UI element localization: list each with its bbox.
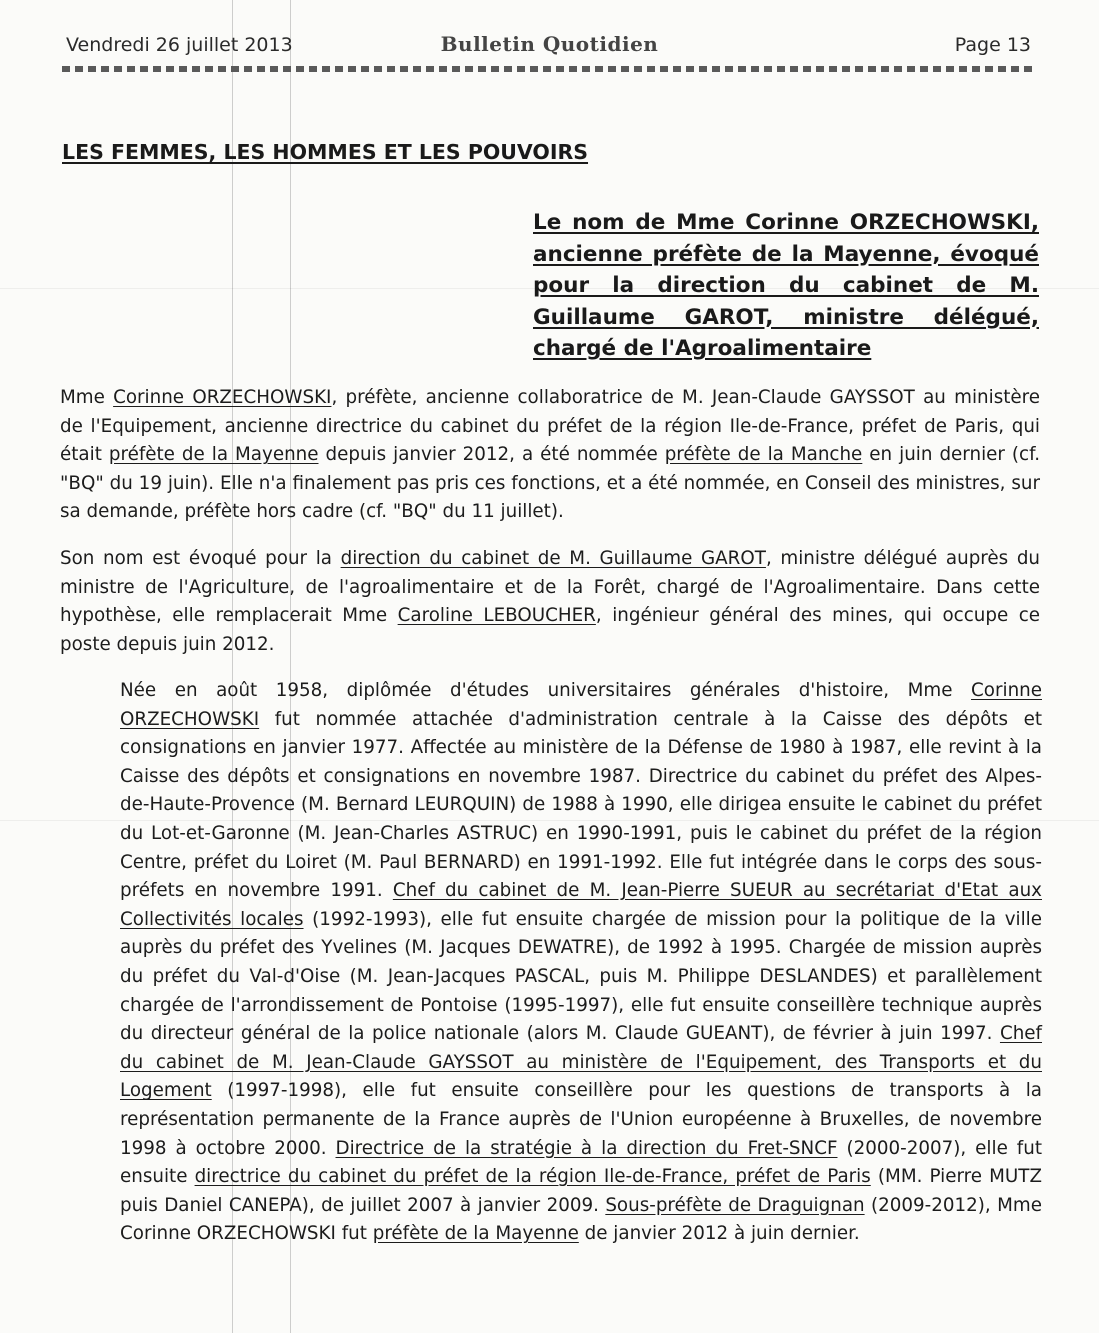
article-paragraph-1 <box>60 384 1040 527</box>
underlined-text: préfète de la Mayenne <box>372 1223 579 1245</box>
article-headline: Le nom de Mme Corinne ORZECHOWSKI, ancienne préfète de la Mayenne, évoqué pour la direction du cabinet de M. Guillaume GAROT, ministre délégué, chargé de l'Agroalimentaire <box>533 210 1039 361</box>
underlined-text: Sous-préfète de Draguignan <box>605 1194 865 1216</box>
underlined-text: Corinne ORZECHOWSKI <box>120 680 1042 730</box>
text-run: , ministre délégué auprès du ministre de l'Agriculture, de l'agroalimentaire et de la Forêt, chargé de l'Agroalimentaire. Dans cette hypothèse, elle remplacerait Mme <box>60 548 1041 627</box>
text-run: de janvier 2012 à juin dernier. <box>578 1223 860 1245</box>
text-run: (2000-2007), elle fut ensuite <box>120 1137 1042 1188</box>
underlined-text: Directrice de la stratégie à la direction du Fret-SNCF <box>335 1137 838 1159</box>
header-dashed-rule <box>62 66 1037 72</box>
header-date: Vendredi 26 juillet 2013 <box>66 34 293 56</box>
section-title: LES FEMMES, LES HOMMES ET LES POUVOIRS <box>62 140 589 164</box>
underlined-text: Chef du cabinet de M. Jean-Claude GAYSSOT au ministère de l'Equipement, des Transports et du Logement <box>120 1023 1042 1102</box>
underlined-text: préfète de la Mayenne <box>108 444 319 466</box>
text-run: Née en août 1958, diplômée d'études universitaires générales d'histoire, Mme <box>120 680 972 701</box>
article-paragraph-3-biography <box>120 677 1042 1249</box>
underlined-text: directrice du cabinet du préfet de la région Ile-de-France, préfet de Paris <box>194 1166 871 1188</box>
underlined-text: Corinne ORZECHOWSKI <box>113 387 332 408</box>
text-run: , préfète, ancienne collaboratrice de M. Jean-Claude GAYSSOT au ministère de l'Equipement, ancienne directrice du cabinet du préfet de la région Ile-de-France, préfet de Paris, qui était <box>60 387 1041 466</box>
publication-title: Bulletin Quotidien <box>440 32 659 56</box>
page-number: Page 13 <box>954 34 1031 56</box>
text-run: en juin dernier (cf. "BQ" du 19 juin). Elle n'a finalement pas pris ces fonctions, et a été nommée, en Conseil des ministres, sur sa demande, préfète hors cadre (cf. "BQ" du 11 juillet). <box>60 444 1041 523</box>
underlined-text: direction du cabinet de M. Guillaume GAROT <box>340 548 766 569</box>
text-run: (MM. Pierre MUTZ puis Daniel CANEPA), de juillet 2007 à janvier 2009. <box>120 1166 1042 1216</box>
text-run: , ingénieur général des mines, qui occupe ce poste depuis juin 2012. <box>60 605 1041 655</box>
underlined-text: Chef du cabinet de M. Jean-Pierre SUEUR au secrétariat d'Etat aux Collectivités locales <box>120 880 1042 930</box>
text-run: Mme <box>60 387 114 408</box>
page-header <box>62 30 1037 62</box>
underlined-text: préfète de la Manche <box>664 444 863 466</box>
text-run: depuis janvier 2012, a été nommée <box>318 444 665 466</box>
text-run: fut nommée attachée d'administration centrale à la Caisse des dépôts et consignations en janvier 1977. Affectée au ministère de la Défense de 1980 à 1987, elle revint à la Caisse des dépôts et consignations en novembre 1987. Directrice du cabinet du préfet des Alpes-de-Haute-Provence (M. Bernard LEURQUIN) de 1988 à 1990, elle dirigea ensuite le cabinet du préfet du Lot-et-Garonne (M. Jean-Charles ASTRUC) en 1990-1991, puis le cabinet du préfet de la région Centre, préfet du Loiret (M. Paul BERNARD) en 1991-1992. Elle fut intégrée dans le corps des sous-préfets en novembre 1991. <box>120 708 1042 902</box>
underlined-text: Caroline LEBOUCHER <box>397 605 596 627</box>
text-run: (1992-1993), elle fut ensuite chargée de mission pour la politique de la ville auprès du préfet des Yvelines (M. Jacques DEWATRE), de 1992 à 1995. Chargée de mission auprès du préfet du Val-d'Oise (M. Jean-Jacques PASCAL, puis M. Philippe DESLANDES) et parallèlement chargée de l'arrondissement de Pontoise (1995-1997), elle fut ensuite conseillère technique auprès du directeur général de la police nationale (alors M. Claude GUEANT), de février à juin 1997. <box>120 908 1043 1045</box>
text-run: (1997-1998), elle fut ensuite conseillère pour les questions de transports à la représentation permanente de la France auprès de l'Union européenne à Bruxelles, de novembre 1998 à octobre 2000. <box>120 1080 1042 1159</box>
text-run: (2009-2012), Mme Corinne ORZECHOWSKI fut <box>120 1194 1042 1245</box>
article-paragraph-2 <box>60 545 1040 659</box>
text-run: Son nom est évoqué pour la <box>60 548 341 569</box>
